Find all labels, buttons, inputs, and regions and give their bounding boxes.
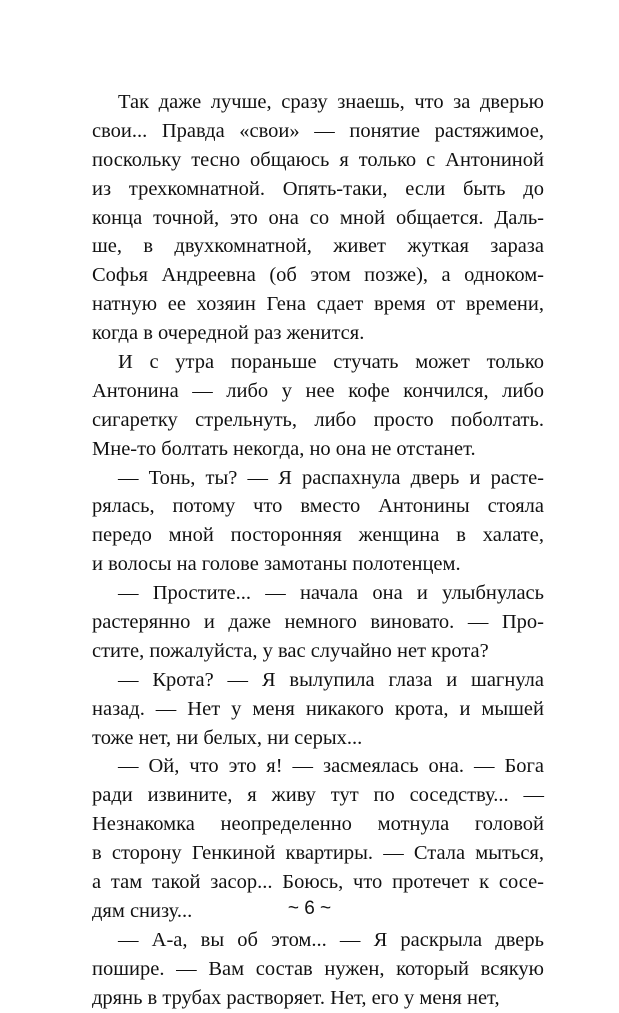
text-line: пошире. — Вам состав нужен, который всякую (92, 957, 544, 980)
text-line: в сторону Генкиной квартиры. — Стала мыться, (92, 842, 544, 865)
text-line: Антонина — либо у нее кофе кончился, либо (92, 379, 544, 402)
paragraph (92, 348, 544, 464)
text-line: — Простите... — начала она и улыбнулась (118, 582, 544, 605)
page-number: ~ 6 ~ (287, 898, 332, 919)
text-line: Софья Андреевна (об этом позже), а одноком- (92, 264, 544, 287)
text-line: рялась, потому что вместо Антонины стояла (92, 495, 544, 518)
paragraph (92, 579, 544, 666)
paragraph (92, 926, 544, 1013)
text-line: когда в очередной раз женится. (92, 322, 365, 345)
text-line: свои... Правда «свои» — понятие растяжимое, (92, 119, 544, 142)
text-line: растерянно и даже немного виновато. — Про- (92, 611, 544, 634)
text-line: из трехкомнатной. Опять-таки, если быть до (92, 177, 544, 200)
text-line: — Тонь, ты? — Я распахнула дверь и расте- (118, 466, 544, 489)
text-line: передо мной посторонняя женщина в халате, (92, 524, 544, 547)
text-line: И с утра пораньше стучать может только (118, 351, 544, 374)
text-line: дрянь в трубах растворяет. Нет, его у меня нет, (92, 986, 500, 1009)
text-line: сигаретку стрельнуть, либо просто поболтать. (92, 408, 544, 431)
text-line: конца точной, это она со мной общается. Даль- (92, 206, 544, 229)
paragraph (92, 666, 544, 753)
text-line: ради извините, я живу тут по соседству... — (92, 784, 544, 807)
text-line: а там такой засор... Боюсь, что протечет к сосе- (92, 871, 544, 894)
text-line: ше, в двухкомнатной, живет жуткая зараза (92, 235, 544, 258)
text-line: Так даже лучше, сразу знаешь, что за дверью (118, 91, 544, 113)
text-line: назад. — Нет у меня никакого крота, и мышей (92, 697, 544, 720)
body-text (92, 88, 544, 1013)
text-line: и волосы на голове замотаны полотенцем. (92, 553, 461, 576)
text-line: — А-а, вы об этом... — Я раскрыла дверь (118, 928, 544, 951)
text-line: стите, пожалуйста, у вас случайно нет крота? (92, 639, 489, 662)
text-line: натную ее хозяин Гена сдает время от времени, (92, 293, 544, 316)
paragraph (92, 464, 544, 580)
text-line: дям снизу... (92, 899, 193, 922)
text-line: Незнакомка неопределенно мотнула головой (92, 813, 544, 836)
text-line: тоже нет, ни белых, ни серых... (92, 726, 363, 749)
text-line: поскольку тесно общаюсь я только с Антониной (92, 148, 544, 171)
text-line: — Ой, что это я! — засмеялась она. — Бога (118, 755, 544, 778)
paragraph (92, 88, 544, 348)
text-line: Мне-то болтать некогда, но она не отстанет. (92, 437, 476, 460)
text-line: — Крота? — Я вылупила глаза и шагнула (118, 668, 544, 691)
